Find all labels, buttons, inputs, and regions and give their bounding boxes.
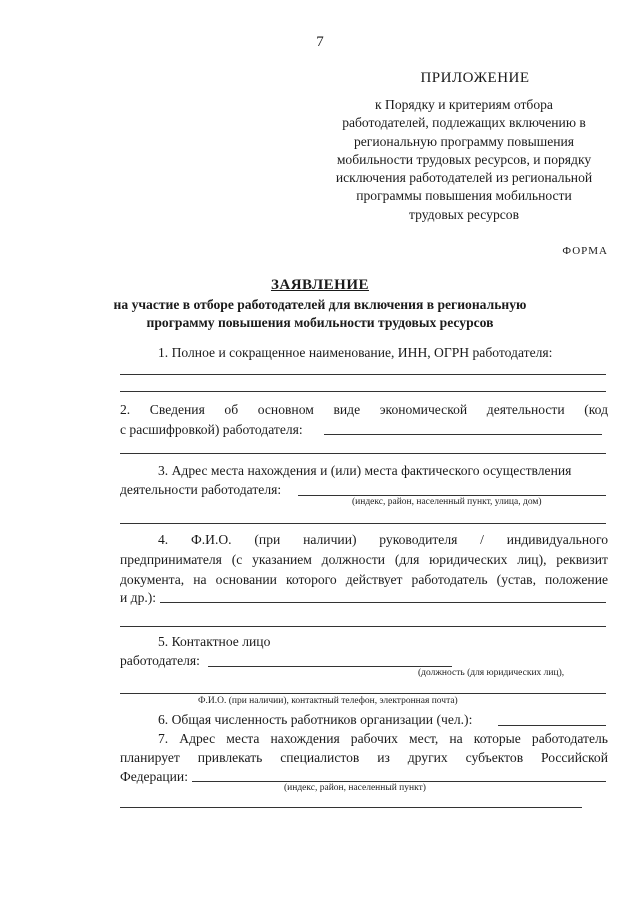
item6-label: 6. Общая численность работников организации (чел.): — [158, 712, 473, 727]
page-number: 7 — [316, 34, 324, 50]
item2-label-line1: 2. Сведения об основном виде экономической деятельности (код — [120, 402, 608, 417]
item5-label-line2: работодателя: — [120, 653, 200, 668]
item3-hint: (индекс, район, населенный пункт, улица, дом) — [352, 497, 542, 507]
item6-field[interactable] — [498, 725, 606, 726]
item4-field-line2[interactable] — [120, 626, 606, 627]
item4-label-line3: документа, на основании которого действует работодатель (устав, положение — [120, 572, 608, 587]
item5-label-line1: 5. Контактное лицо — [158, 634, 271, 649]
document-title: ЗАЯВЛЕНИЕ — [270, 277, 370, 293]
subtitle-line: программу повышения мобильности трудовых ресурсов — [146, 315, 494, 330]
item5-hint2: Ф.И.О. (при наличии), контактный телефон, электронная почта) — [198, 696, 458, 706]
form-label: ФОРМА — [562, 245, 608, 257]
document-subtitle — [100, 296, 540, 332]
appendix-line: исключения работодателей из региональной — [335, 170, 593, 186]
item7-field-line1[interactable] — [192, 781, 606, 782]
item2-label-line2: с расшифровкой) работодателя: — [120, 422, 303, 437]
appendix-text — [318, 96, 610, 224]
subtitle-line: на участие в отборе работодателей для включения в региональную — [113, 297, 527, 312]
item5-field-line1[interactable] — [208, 666, 452, 667]
item1-field-line2[interactable] — [120, 391, 606, 392]
appendix-line: трудовых ресурсов — [409, 206, 519, 222]
item4-label-line4: и др.): — [120, 590, 157, 605]
item4-label-line1: 4. Ф.И.О. (при наличии) руководителя / индивидуального — [158, 532, 608, 547]
item7-label-line2: планирует привлекать специалистов из других субъектов Российской — [120, 750, 608, 765]
appendix-line: региональную программу повышения — [353, 133, 575, 149]
appendix-line: мобильности трудовых ресурсов, и порядку — [336, 151, 592, 167]
item7-hint: (индекс, район, населенный пункт) — [284, 783, 426, 793]
item3-field-line1[interactable] — [298, 495, 606, 496]
item5-hint1: (должность (для юридических лиц), — [418, 668, 565, 678]
item5-field-line2[interactable] — [120, 693, 606, 694]
item4-field-line1[interactable] — [160, 602, 606, 603]
item1-field-line1[interactable] — [120, 374, 606, 375]
item3-label-line2: деятельности работодателя: — [120, 482, 282, 497]
appendix-line: к Порядку и критериям отбора — [375, 97, 553, 112]
item7-field-line2[interactable] — [120, 807, 582, 808]
item7-label-line1: 7. Адрес места нахождения рабочих мест, на которые работодатель — [158, 731, 608, 746]
item3-field-line2[interactable] — [120, 523, 606, 524]
item4-label-line2: предпринимателя (с указанием должности (для юридических лиц), реквизит — [120, 552, 608, 567]
item2-field-line1[interactable] — [324, 434, 602, 435]
appendix-title: ПРИЛОЖЕНИЕ — [420, 70, 530, 86]
item1-label: 1. Полное и сокращенное наименование, ИНН, ОГРН работодателя: — [158, 345, 553, 360]
appendix-line: программы повышения мобильности — [356, 188, 572, 204]
appendix-line: работодателей, подлежащих включению в — [342, 115, 586, 131]
item7-label-line3: Федерации: — [120, 769, 188, 784]
item3-label-line1: 3. Адрес места нахождения и (или) места фактического осуществления — [158, 463, 572, 478]
item2-field-line2[interactable] — [120, 453, 606, 454]
